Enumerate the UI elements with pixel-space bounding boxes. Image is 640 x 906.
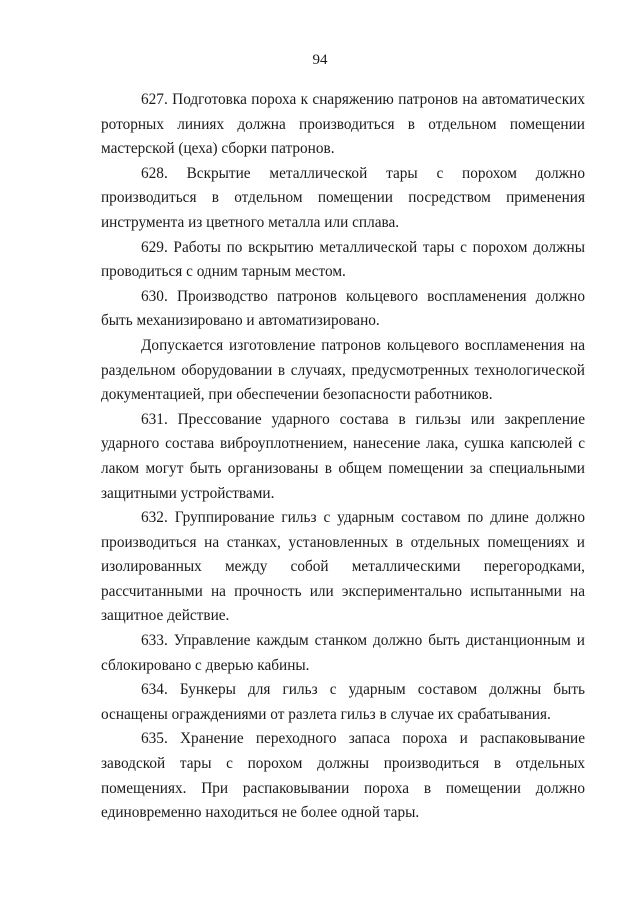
paragraph-628: 628. Вскрытие металлической тары с порохом должно производиться в отдельном помещении посредством применения инструмента из цветного металла или сплава. xyxy=(101,164,585,231)
paragraph-630: 630. Производство патронов кольцевого воспламенения должно быть механизировано и автоматизировано. xyxy=(101,287,585,330)
page-number: 94 xyxy=(312,52,328,68)
paragraph-630-note: Допускается изготовление патронов кольцевого воспламенения на раздельном оборудовании в случаях, предусмотренных технологической документацией, при обеспечении безопасности работников. xyxy=(101,336,585,404)
paragraph-627: 627. Подготовка пороха к снаряжению патронов на автоматических роторных линиях должна производиться в отдельном помещении мастерской (цеха) сборки патронов. xyxy=(101,91,585,158)
paragraph-632: 632. Группирование гильз с ударным составом по длине должно производиться на станках, установленных в отдельных помещениях и изолированных между собой металлическими перегородками, рассчитанными на прочность или экспериментально испытанными на защитное действие. xyxy=(101,509,585,625)
paragraph-629: 629. Работы по вскрытию металлической тары с порохом должны проводиться с одним тарным местом. xyxy=(101,238,585,281)
paragraph-633: 633. Управление каждым станком должно быть дистанционным и сблокировано с дверью кабины. xyxy=(101,632,585,674)
document-body xyxy=(101,88,585,826)
paragraph-634: 634. Бункеры для гильз с ударным составом должны быть оснащены ограждениями от разлета гильз в случае их срабатывания. xyxy=(101,681,585,723)
paragraph-635: 635. Хранение переходного запаса пороха и распаковывание заводской тары с порохом должны производиться в отдельных помещениях. При распаковывании пороха в помещении должно единовременно находиться не более одной тары. xyxy=(101,730,585,822)
paragraph-631: 631. Прессование ударного состава в гильзы или закрепление ударного состава виброуплотнением, нанесение лака, сушка капсюлей с лаком могут быть организованы в общем помещении за специальными защитными устройствами. xyxy=(101,410,585,502)
